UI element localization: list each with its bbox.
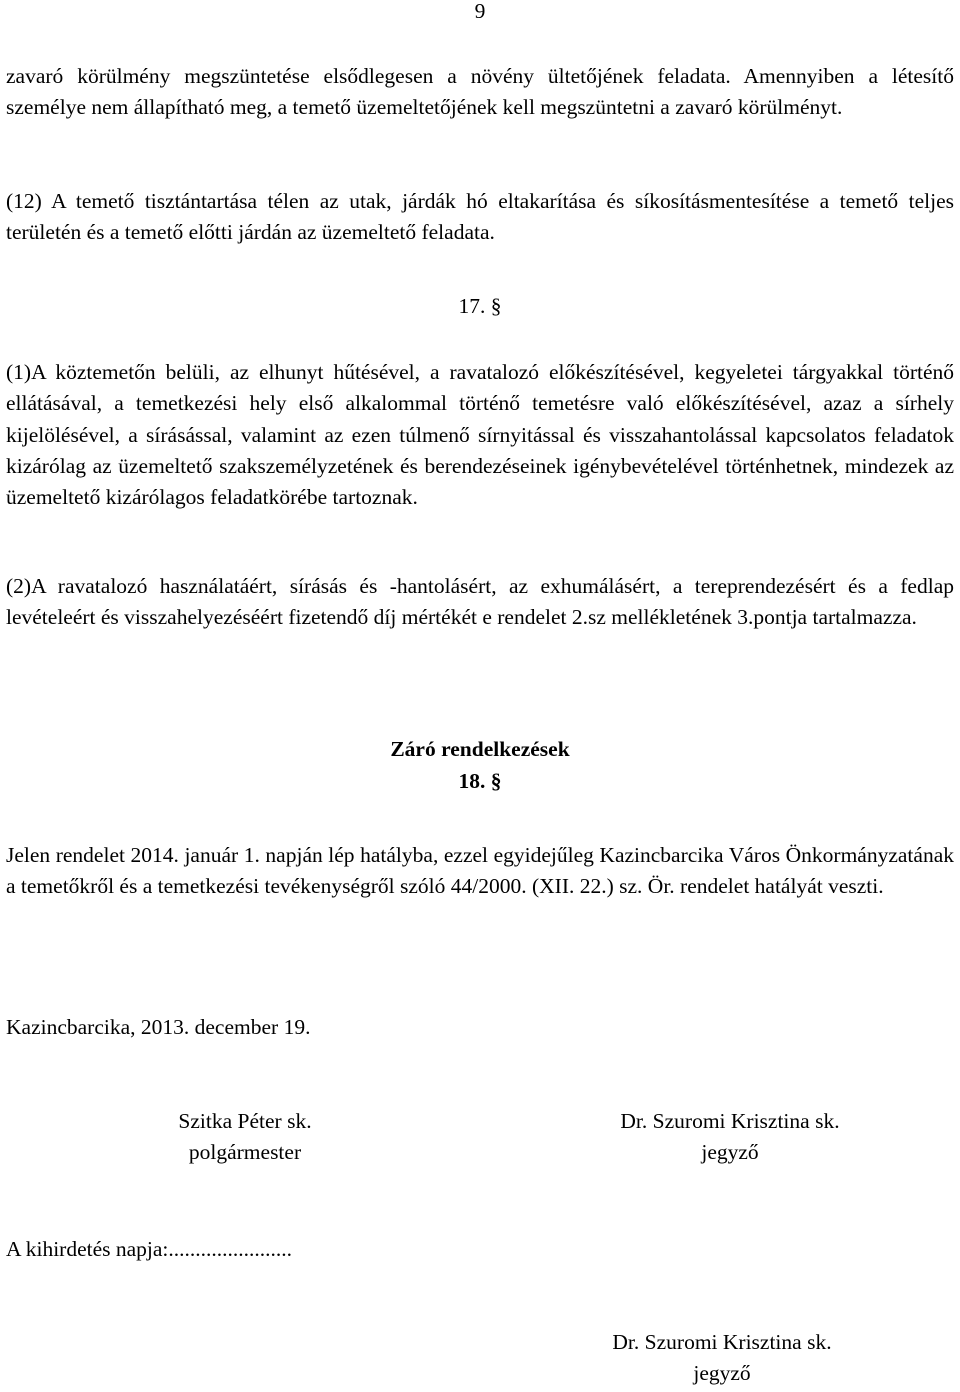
announcement-date-label: A kihirdetés napja:.......................	[6, 1237, 293, 1261]
paragraph-18: Jelen rendelet 2014. január 1. napján lép hatályba, ezzel egyidejűleg Kazincbarcika Város Önkormányzatának a temetőkről és a temetkezési tevékenységről szóló 44/2000. (XII. 22.) sz. Ör. rendelet hatályát veszti.	[6, 843, 954, 899]
place-date: Kazincbarcika, 2013. december 19.	[6, 1015, 311, 1039]
paragraph-17-1: (1)A köztemetőn belüli, az elhunyt hűtésével, a ravatalozó előkészítésével, kegyeletei tárgyakkal történő ellátásával, a temetkezési hely első alkalommal történő temetésre való előkészítésével, azaz a sírhely kijelölésével, a sírásással, valamint az ezen túlmenő sírnyitással és visszahantolással kapcsolatos feladatok kizárólag az üzemeltető szakszemélyzetének és berendezéseinek igénybevételével történhetnek, mindezek az üzemeltető kizárólagos feladatkörébe tartoznak.	[6, 360, 954, 510]
signature-notary-title: jegyző	[701, 1140, 759, 1164]
closing-provisions-title: Záró rendelkezések	[390, 737, 570, 761]
announcement-notary-name: Dr. Szuromi Krisztina sk.	[612, 1330, 832, 1354]
paragraph-17-2: (2)A ravatalozó használatáért, sírásás és -hantolásért, az exhumálásért, a tereprendezésért és a fedlap levételeért és visszahelyezéséért fizetendő díj mértékét e rendelet 2.sz mellékletének 3.pontja tartalmazza.	[6, 574, 954, 630]
paragraph-continuation: zavaró körülmény megszüntetése elsődlegesen a növény ültetőjének feladata. Amennyiben a létesítő személye nem állapítható meg, a temető üzemeltetőjének kell megszüntetni a zavaró körülményt.	[6, 64, 954, 120]
announcement-notary-title: jegyző	[693, 1361, 751, 1385]
signature-mayor-name: Szitka Péter sk.	[178, 1109, 312, 1133]
paragraph-12: (12) A temető tisztántartása télen az utak, járdák hó eltakarítása és síkosításmentesítése a temető teljes területén és a temető előtti járdán az üzemeltető feladata.	[6, 189, 954, 245]
signature-mayor-title: polgármester	[188, 1140, 302, 1164]
page-number: 9	[474, 0, 486, 23]
section-heading-18: 18. §	[458, 769, 502, 793]
section-heading-17: 17. §	[458, 294, 502, 318]
signature-notary-name: Dr. Szuromi Krisztina sk.	[620, 1109, 840, 1133]
